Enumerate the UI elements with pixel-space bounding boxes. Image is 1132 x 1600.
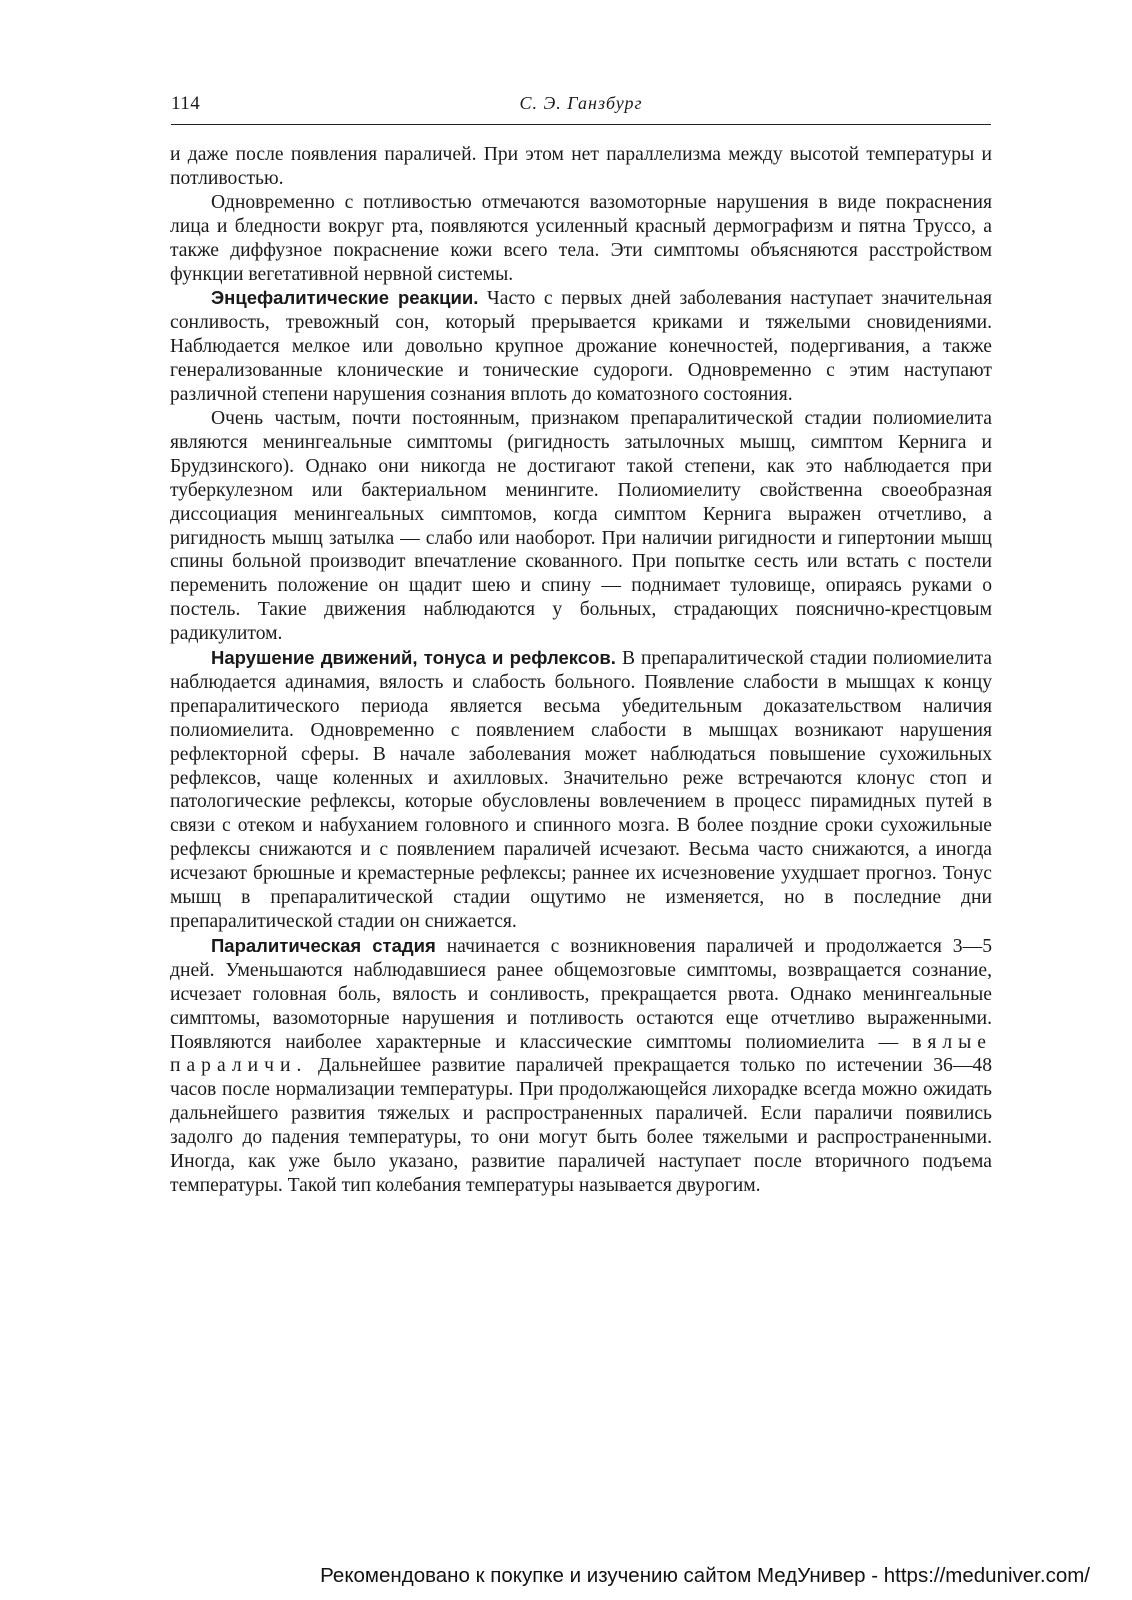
paragraph-vasomotor xyxy=(170,191,992,287)
paragraph-text: и даже после появления параличей. При этом нет параллелизма между высотой температуры и потливостью. xyxy=(170,144,992,189)
body-text xyxy=(170,143,992,1198)
run-in-heading: Энцефалитические реакции. xyxy=(211,287,479,309)
spaced-emphasis: вялые параличи. xyxy=(170,1031,993,1077)
paragraph-text: Часто с первых дней заболевания наступает значительная сонливость, тревожный сон, который прерывается криками и тяжелыми сновидениями. Наблюдается мелкое или довольно крупное дрожание конечностей, подергивания, а также генерализованные клонические и тонические судороги. Одновременно с этим наступают различной степени нарушения сознания вплоть до коматозного состояния. xyxy=(170,288,992,406)
running-head xyxy=(171,93,991,121)
paragraph-text: начинается с возникновения параличей и продолжается 3—5 дней. Уменьшаются наблюдавшиеся ранее общемозговые симптомы, возвращается сознание, исчезает головная боль, вялость и сонливость, прекращается рвота. Однако менингеальные симптомы, вазомоторные нарушения и потливость остаются еще отчетливо выраженными. Появляются наиболее характерные и классические симптомы полиомиелита — xyxy=(170,935,992,1053)
running-title: С. Э. Ганзбург xyxy=(519,93,643,113)
run-in-heading: Нарушение движений, тонуса и рефлексов. xyxy=(211,647,616,669)
header-rule xyxy=(171,124,991,125)
paragraph-text: Очень частым, почти постоянным, признаком препаралитической стадии полиомиелита являются менингеальные симптомы (ригидность затылочных мышц, симптом Кернига и Брудзинского). Однако они никогда не достигают такой степени, как это наблюдается при туберкулезном или бактериальном менингите. Полиомиелиту свойственна своеобразная диссоциация менингеальных симптомов, когда симптом Кернига выражен отчетливо, а ригидность мышц затылка — слабо или наоборот. При наличии ригидности и гипертонии мышц спины больной производит впечатление скованного. При попытке сесть или встать с постели переменить положение он щадит шею и спину — поднимает туловище, опираясь руками о постель. Такие движения наблюдаются у больных, страдающих пояснично-крестцовым радикулитом. xyxy=(170,407,992,645)
footer-watermark: Рекомендовано к покупке и изучению сайтом МедУнивер - https://meduniver.com/ xyxy=(320,1564,1090,1587)
paragraph-reflexes xyxy=(170,646,992,934)
page-number: 114 xyxy=(171,93,201,114)
paragraph-text: Дальнейшее развитие параличей прекращается только по истечении 36—48 часов после нормализации температуры. При продолжающейся лихорадке всегда можно ожидать дальнейшего развития тяжелых и распространенных параличей. Если параличи появились задолго до падения температуры, то они могут быть более тяжелыми и распространенными. Иногда, как уже было указано, развитие параличей наступает после вторичного подъема температуры. Такой тип колебания температуры называется двурогим. xyxy=(170,1055,992,1196)
paragraph-encephalitic xyxy=(170,286,992,407)
paragraph-text: Одновременно с потливостью отмечаются вазомоторные нарушения в виде покраснения лица и бледности вокруг рта, появляются усиленный красный дермографизм и пятна Труссо, а также диффузное покраснение кожи всего тела. Эти симптомы объясняются расстройством функции вегетативной нервной системы. xyxy=(170,191,992,285)
paragraph-paralytic-stage xyxy=(170,934,992,1198)
run-in-heading: Паралитическая стадия xyxy=(211,934,436,956)
paragraph-meningeal xyxy=(170,407,992,646)
paragraph-text: В препаралитической стадии полиомиелита наблюдается адинамия, вялость и слабость больного. Появление слабости в мышцах к концу препаралитического периода является весьма убедительным доказательством наличия полиомиелита. Одновременно с появлением слабости в мышцах возникают нарушения рефлекторной сферы. В начале заболевания может наблюдаться повышение сухожильных рефлексов, чаще коленных и ахилловых. Значительно реже встречаются клонус стоп и патологические рефлексы, которые обусловлены вовлечением в процесс пирамидных путей в связи с отеком и набуханием головного и спинного мозга. В более поздние сроки сухожильные рефлексы снижаются и с появлением параличей исчезают. Весьма часто снижаются, а иногда исчезают брюшные и кремастерные рефлексы; раннее их исчезновение ухудшает прогноз. Тонус мышц в препаралитической стадии ощутимо не изменяется, но в последние дни препаралитической стадии он снижается. xyxy=(170,648,992,932)
paragraph-continuation xyxy=(170,143,992,191)
